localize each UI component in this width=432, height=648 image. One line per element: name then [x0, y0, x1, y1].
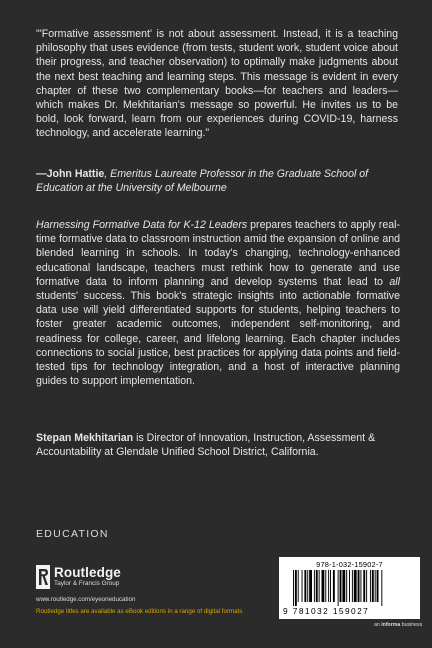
- endorser-role: , Emeritus Laureate Professor in the Graduate School of Education at the University of Melbourne: [36, 168, 369, 195]
- book-description: [36, 218, 400, 388]
- author-bio-text: is Director of Innovation, Instruction, Assessment & Accountability at Glendale Unified School District, California.: [36, 432, 376, 459]
- publisher-tagline: Taylor & Francis Group: [54, 580, 120, 587]
- publisher-name: Routledge: [54, 565, 121, 580]
- isbn-digits: 9 781032 159027: [283, 606, 370, 616]
- isbn-barcode: [279, 557, 420, 619]
- author-name: Stepan Mekhitarian: [36, 432, 134, 444]
- endorsement-quote: "'Formative assessment' is not about assessment. Instead, it is a teaching philosophy that uses evidence (from tests, student work, student voice about their progress, and teacher observation) to optimally make judgments about the next best teaching and learning steps. This message is evident in every chapter of these two complementary books—for teachers and leaders—which makes Dr. Mekhitarian's message so powerful. He invites us to be bold, look forward, learn from our experiences during COVID-19, harness technology, and accelerate learning.": [36, 28, 398, 140]
- imprint-prefix: an: [374, 622, 382, 628]
- informa-imprint: [374, 622, 422, 628]
- endorsement-attribution: [36, 167, 398, 195]
- ebook-note: Routledge titles are available as eBook editions in a range of digital formats: [36, 608, 243, 615]
- barcode-icon: [293, 570, 415, 606]
- book-title: Harnessing Formative Data for K-12 Leaders: [36, 219, 248, 231]
- description-text-part-1: prepares teachers to apply real-time formative data to classroom instruction amid the expansion of online and blended learning in schools. In today's changing, technology-enhanced educational landscape, teachers must rethink how to generate and use formative data to inform planning and develop systems that lead to: [36, 219, 400, 288]
- description-emphasis: all: [389, 275, 400, 288]
- isbn-number: 978-1-032-15902-7: [316, 560, 383, 569]
- imprint-brand: informa: [381, 622, 401, 628]
- publisher-url: www.routledge.com/eyeoneducation: [36, 596, 136, 603]
- imprint-suffix: business: [400, 622, 423, 628]
- publisher-logo: [36, 564, 146, 590]
- subject-category: EDUCATION: [36, 528, 109, 540]
- description-text-part-2: students' success. This book's strategic insights into actionable formative data use will yield differentiated supports for students, helping teachers to foster greater academic outcomes, independent self-monitoring, and readiness for college, career, and lifelong learning. Each chapter includes connections to social justice, best practices for applying data points and field-tested tips for technology integration, and a host of interactive planning guides to support implementation.: [36, 290, 400, 388]
- endorser-name: —John Hattie: [36, 168, 105, 180]
- author-bio: [36, 431, 400, 459]
- routledge-r-icon: [36, 565, 50, 589]
